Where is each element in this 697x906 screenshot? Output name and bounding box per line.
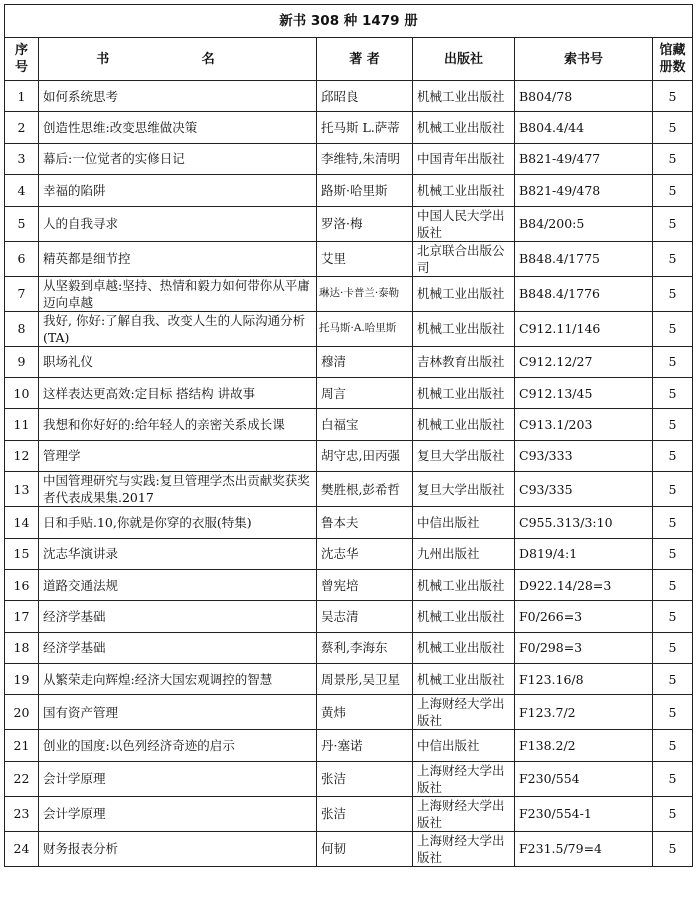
book-publisher: 机械工业出版社 — [413, 81, 515, 112]
call-number: C93/333 — [515, 440, 653, 471]
book-author: 曾宪培 — [317, 569, 413, 600]
copies-count: 5 — [653, 538, 693, 569]
call-number: C955.313/3:10 — [515, 507, 653, 538]
book-title: 沈志华演讲录 — [39, 538, 317, 569]
table-row — [5, 730, 693, 761]
book-author: 李维特,朱清明 — [317, 143, 413, 174]
call-number: C912.11/146 — [515, 311, 653, 346]
book-title: 幕后:一位觉者的实修日记 — [39, 143, 317, 174]
book-publisher: 机械工业出版社 — [413, 632, 515, 663]
call-number: F123.16/8 — [515, 664, 653, 695]
copies-count: 5 — [653, 440, 693, 471]
copies-count: 5 — [653, 81, 693, 112]
header-title: 书 名 — [39, 38, 317, 81]
call-number: B84/200:5 — [515, 206, 653, 241]
book-author: 鲁本夫 — [317, 507, 413, 538]
book-title: 我好, 你好:了解自我、改变人生的人际沟通分析 (TA) — [39, 311, 317, 346]
table-row — [5, 241, 693, 276]
copies-count: 5 — [653, 241, 693, 276]
table-row — [5, 311, 693, 346]
book-title: 经济学基础 — [39, 601, 317, 632]
row-number: 8 — [5, 311, 39, 346]
book-publisher: 机械工业出版社 — [413, 311, 515, 346]
book-author: 何韧 — [317, 831, 413, 866]
table-row — [5, 538, 693, 569]
book-author: 张洁 — [317, 796, 413, 831]
table-row — [5, 206, 693, 241]
row-number: 23 — [5, 796, 39, 831]
table-row — [5, 761, 693, 796]
book-title: 精英都是细节控 — [39, 241, 317, 276]
table-row — [5, 143, 693, 174]
book-author: 托马斯 L.萨蒂 — [317, 112, 413, 143]
row-number: 22 — [5, 761, 39, 796]
call-number: D819/4:1 — [515, 538, 653, 569]
book-author: 托马斯·A.哈里斯 — [317, 311, 413, 346]
table-row — [5, 472, 693, 507]
book-author: 艾里 — [317, 241, 413, 276]
copies-count: 5 — [653, 632, 693, 663]
call-number: B848.4/1776 — [515, 276, 653, 311]
row-number: 16 — [5, 569, 39, 600]
table-row — [5, 695, 693, 730]
book-publisher: 机械工业出版社 — [413, 175, 515, 206]
book-title: 国有资产管理 — [39, 695, 317, 730]
book-publisher: 复旦大学出版社 — [413, 440, 515, 471]
book-publisher: 上海财经大学出版社 — [413, 695, 515, 730]
row-number: 3 — [5, 143, 39, 174]
book-publisher: 九州出版社 — [413, 538, 515, 569]
call-number: F230/554 — [515, 761, 653, 796]
book-publisher: 吉林教育出版社 — [413, 346, 515, 377]
call-number: D922.14/28=3 — [515, 569, 653, 600]
table-row — [5, 377, 693, 408]
table-row — [5, 796, 693, 831]
row-number: 19 — [5, 664, 39, 695]
book-author: 丹·塞诺 — [317, 730, 413, 761]
book-title: 职场礼仪 — [39, 346, 317, 377]
book-title: 财务报表分析 — [39, 831, 317, 866]
table-row — [5, 81, 693, 112]
book-publisher: 机械工业出版社 — [413, 377, 515, 408]
row-number: 12 — [5, 440, 39, 471]
copies-count: 5 — [653, 112, 693, 143]
call-number: B821-49/478 — [515, 175, 653, 206]
book-author: 黄炜 — [317, 695, 413, 730]
table-row — [5, 601, 693, 632]
book-title: 创业的国度:以色列经济奇迹的启示 — [39, 730, 317, 761]
book-title: 创造性思维:改变思维做决策 — [39, 112, 317, 143]
call-number: B848.4/1775 — [515, 241, 653, 276]
copies-count: 5 — [653, 601, 693, 632]
book-author: 沈志华 — [317, 538, 413, 569]
book-author: 路斯·哈里斯 — [317, 175, 413, 206]
table-row — [5, 569, 693, 600]
header-no: 序号 — [5, 38, 39, 81]
row-number: 10 — [5, 377, 39, 408]
book-author: 张洁 — [317, 761, 413, 796]
row-number: 14 — [5, 507, 39, 538]
book-author: 樊胜根,彭希哲 — [317, 472, 413, 507]
book-author: 罗洛·梅 — [317, 206, 413, 241]
table-row — [5, 346, 693, 377]
book-publisher: 机械工业出版社 — [413, 569, 515, 600]
table-title: 新书 308 种 1479 册 — [5, 5, 693, 38]
row-number: 6 — [5, 241, 39, 276]
book-title: 从坚毅到卓越:坚持、热情和毅力如何带你从平庸迈向卓越 — [39, 276, 317, 311]
table-row — [5, 507, 693, 538]
book-publisher: 中国人民大学出版社 — [413, 206, 515, 241]
row-number: 2 — [5, 112, 39, 143]
book-author: 蔡利,李海东 — [317, 632, 413, 663]
call-number: B804.4/44 — [515, 112, 653, 143]
header-row — [5, 38, 693, 81]
row-number: 1 — [5, 81, 39, 112]
copies-count: 5 — [653, 175, 693, 206]
book-author: 穆清 — [317, 346, 413, 377]
book-publisher: 中信出版社 — [413, 507, 515, 538]
table-row — [5, 831, 693, 866]
book-title: 从繁荣走向辉煌:经济大国宏观调控的智慧 — [39, 664, 317, 695]
header-author: 著 者 — [317, 38, 413, 81]
book-title: 中国管理研究与实践:复旦管理学杰出贡献奖获奖者代表成果集.2017 — [39, 472, 317, 507]
call-number: F231.5/79=4 — [515, 831, 653, 866]
row-number: 11 — [5, 409, 39, 440]
copies-count: 5 — [653, 761, 693, 796]
call-number: F0/266=3 — [515, 601, 653, 632]
table-body — [5, 81, 693, 867]
row-number: 17 — [5, 601, 39, 632]
call-number: F138.2/2 — [515, 730, 653, 761]
row-number: 7 — [5, 276, 39, 311]
copies-count: 5 — [653, 664, 693, 695]
book-publisher: 机械工业出版社 — [413, 409, 515, 440]
row-number: 18 — [5, 632, 39, 663]
table-row — [5, 440, 693, 471]
new-books-table — [4, 4, 693, 867]
book-title: 我想和你好好的:给年轻人的亲密关系成长课 — [39, 409, 317, 440]
book-publisher: 机械工业出版社 — [413, 601, 515, 632]
copies-count: 5 — [653, 695, 693, 730]
row-number: 13 — [5, 472, 39, 507]
copies-count: 5 — [653, 831, 693, 866]
copies-count: 5 — [653, 143, 693, 174]
copies-count: 5 — [653, 377, 693, 408]
book-author: 琳达·卡普兰·泰勒 — [317, 276, 413, 311]
row-number: 5 — [5, 206, 39, 241]
book-publisher: 机械工业出版社 — [413, 664, 515, 695]
table-row — [5, 664, 693, 695]
book-publisher: 中信出版社 — [413, 730, 515, 761]
book-title: 人的自我寻求 — [39, 206, 317, 241]
book-title: 如何系统思考 — [39, 81, 317, 112]
book-publisher: 上海财经大学出版社 — [413, 831, 515, 866]
book-publisher: 上海财经大学出版社 — [413, 796, 515, 831]
book-publisher: 复旦大学出版社 — [413, 472, 515, 507]
call-number: F123.7/2 — [515, 695, 653, 730]
row-number: 15 — [5, 538, 39, 569]
book-author: 胡守忠,田丙强 — [317, 440, 413, 471]
book-title: 管理学 — [39, 440, 317, 471]
copies-count: 5 — [653, 311, 693, 346]
copies-count: 5 — [653, 472, 693, 507]
call-number: B821-49/477 — [515, 143, 653, 174]
header-publisher: 出版社 — [413, 38, 515, 81]
copies-count: 5 — [653, 276, 693, 311]
book-author: 周言 — [317, 377, 413, 408]
book-title: 幸福的陷阱 — [39, 175, 317, 206]
table-row — [5, 632, 693, 663]
book-title: 日和手贴.10,你就是你穿的衣服(特集) — [39, 507, 317, 538]
row-number: 21 — [5, 730, 39, 761]
call-number: B804/78 — [515, 81, 653, 112]
book-author: 周景彤,吴卫星 — [317, 664, 413, 695]
book-author: 吴志清 — [317, 601, 413, 632]
copies-count: 5 — [653, 796, 693, 831]
row-number: 20 — [5, 695, 39, 730]
header-callno: 索书号 — [515, 38, 653, 81]
book-publisher: 机械工业出版社 — [413, 112, 515, 143]
header-copies: 馆藏册数 — [653, 38, 693, 81]
copies-count: 5 — [653, 507, 693, 538]
table-row — [5, 276, 693, 311]
row-number: 24 — [5, 831, 39, 866]
book-publisher: 上海财经大学出版社 — [413, 761, 515, 796]
call-number: F230/554-1 — [515, 796, 653, 831]
call-number: C912.13/45 — [515, 377, 653, 408]
book-publisher: 中国青年出版社 — [413, 143, 515, 174]
copies-count: 5 — [653, 730, 693, 761]
book-title: 这样表达更高效:定目标 搭结构 讲故事 — [39, 377, 317, 408]
copies-count: 5 — [653, 206, 693, 241]
book-author: 邱昭良 — [317, 81, 413, 112]
book-publisher: 机械工业出版社 — [413, 276, 515, 311]
copies-count: 5 — [653, 569, 693, 600]
book-title: 道路交通法规 — [39, 569, 317, 600]
row-number: 9 — [5, 346, 39, 377]
call-number: C913.1/203 — [515, 409, 653, 440]
table-row — [5, 409, 693, 440]
copies-count: 5 — [653, 409, 693, 440]
book-title: 会计学原理 — [39, 796, 317, 831]
call-number: F0/298=3 — [515, 632, 653, 663]
book-publisher: 北京联合出版公司 — [413, 241, 515, 276]
book-title: 经济学基础 — [39, 632, 317, 663]
row-number: 4 — [5, 175, 39, 206]
copies-count: 5 — [653, 346, 693, 377]
book-title: 会计学原理 — [39, 761, 317, 796]
table-row — [5, 175, 693, 206]
call-number: C912.12/27 — [515, 346, 653, 377]
table-row — [5, 112, 693, 143]
call-number: C93/335 — [515, 472, 653, 507]
book-author: 白福宝 — [317, 409, 413, 440]
